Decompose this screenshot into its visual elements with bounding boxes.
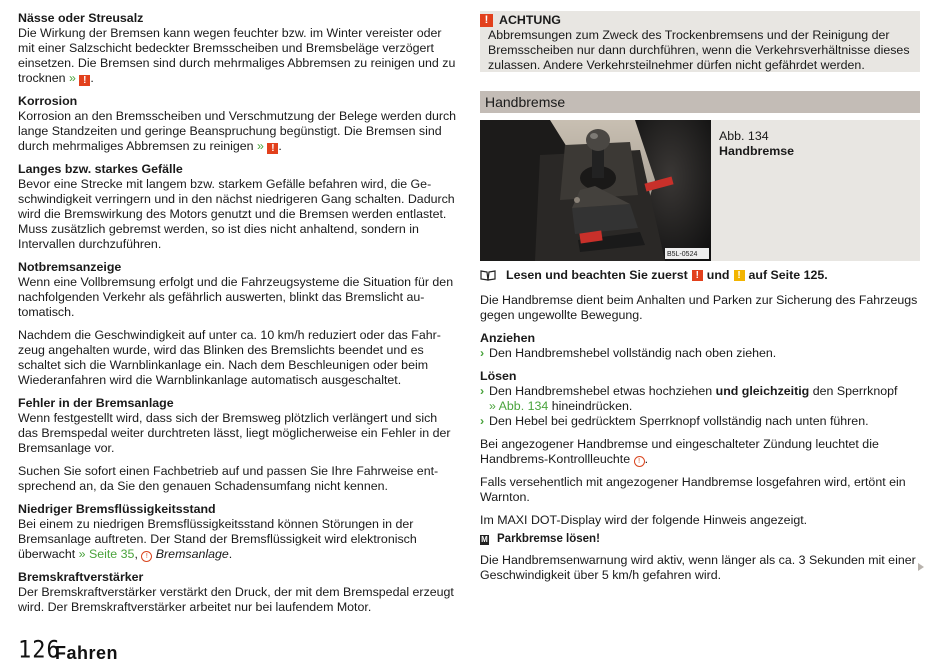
right-column <box>480 11 920 591</box>
handbrake-photo <box>480 120 711 261</box>
warning-icon: ! <box>692 270 703 281</box>
section-anziehen <box>480 331 920 361</box>
warning-icon: ! <box>267 143 278 154</box>
warning-icon: ! <box>480 14 493 27</box>
figure-number: Abb. 134 <box>719 129 769 143</box>
figure-code: B5L-0524 <box>667 251 698 258</box>
intro-text: Die Handbremse dient beim Anhalten und Parken zur Sicherung des Fahrzeugs gegen ungewollte Bewegung. <box>480 293 918 322</box>
section-notbremsanzeige <box>18 260 458 388</box>
figure-caption <box>711 120 920 261</box>
chevron-right-icon: › <box>480 346 485 360</box>
read-note-suffix: auf Seite 125. <box>748 268 828 282</box>
section-text: Bevor eine Strecke mit langem bzw. starkem Gefälle befahren wird, die Geschwindigkeit verringern und in den nächst niedrigeren Gang schalten. Dadurch wird die Bremswirkung des Motors genutzt und die Bremsen werden entlastet. Muss zusätzlich gebremst werden, so ist dies nicht anhaltend, sondern in Intervallen durchzuführen. <box>18 177 455 251</box>
chevron-right-icon: › <box>480 414 485 428</box>
page-number: 126 <box>18 636 61 665</box>
section-text: Wenn eine Vollbremsung erfolgt und die Fahrzeugsysteme die Situation für den nachfolgenden Verkehr als gefährlich auswerten, blinkt das Bremslicht automatisch. <box>18 275 454 319</box>
book-icon <box>480 270 496 281</box>
section-fehler <box>18 396 458 494</box>
section-heading: Niedriger Bremsflüssigkeitsstand <box>18 502 216 516</box>
display-icon: M <box>481 534 488 544</box>
read-note <box>480 268 920 283</box>
section-heading: Bremskraftverstärker <box>18 570 144 584</box>
step-item: › Den Handbremshebel vollständig nach oben ziehen. <box>480 346 777 360</box>
display-message: M Parkbremse lösen! <box>481 533 600 545</box>
warning-title <box>480 13 912 28</box>
section-text: Korrosion an den Bremsscheiben und Verschmutzung der Belege werden durch lange Standzeiten und geringe Beanspruchung begünstigt. Die Bremsen sind durch mehrmaliges Abbremsen zu reinigen » ! . <box>18 109 457 154</box>
figure-title: Handbremse <box>719 144 795 158</box>
brake-warning-lamp-icon: ! <box>141 551 152 562</box>
section-text-2: Nachdem die Geschwindigkeit auf unter ca. 10 km/h reduziert oder das Fahrzeug angehalten wurde, wird das Blinken des Bremslichts beendet und es schaltet sich die Warnblinkanlage ein. Nach dem Beschleunigen oder beim Wiederanfahren wird die Warnblinkanlage automatisch ausgeschaltet. <box>18 328 441 387</box>
step-item: › Den Handbremshebel etwas hochziehen und gleichzeitig den Sperrknopf » Abb. 134 hineindrücken. <box>480 384 898 413</box>
continue-arrow-icon <box>918 563 924 571</box>
section-heading: Notbremsanzeige <box>18 260 122 274</box>
read-note-prefix: Lesen und beachten Sie zuerst <box>506 268 688 282</box>
warning-title-text: ACHTUNG <box>499 13 561 27</box>
paragraph-display: Im MAXI DOT-Display wird der folgende Hinweis angezeigt. <box>480 513 808 527</box>
section-bremskraftverstaerker <box>18 570 458 615</box>
section-naesse <box>18 11 458 86</box>
handbrake-lamp-icon: ! <box>634 456 645 467</box>
ref-link[interactable]: » <box>68 71 76 85</box>
section-text: Die Wirkung der Bremsen kann wegen feuchter bzw. im Winter vereister oder mit einer Salzschicht bedeckter Bremsscheiben und Bremsbeläge verzögert einsetzen. Die Bremsen sind durch mehrmaliges Abbremsen zu reinigen und zu trocknen » ! . <box>18 26 456 86</box>
read-note-and: und <box>706 268 730 282</box>
warning-text: Abbremsungen zum Zweck des Trockenbremsens und der Reinigung der Bremsscheiben nur dann durchführen, wenn die Verkehrsverhältnisse dieses zulassen. Andere Verkehrsteilnehmer dürfen nicht gefährdet werden. <box>488 28 910 72</box>
section-text: Der Bremskraftverstärker verstärkt den Druck, der mit dem Bremspedal erzeugt wird. Der Bremskraftverstärker arbeitet nur bei laufendem Motor. <box>18 585 454 614</box>
section-bremsfluessigkeit <box>18 502 458 562</box>
note-icon: ! <box>734 270 745 281</box>
left-column <box>18 11 458 623</box>
warning-icon: ! <box>79 75 90 86</box>
section-heading: Fehler in der Bremsanlage <box>18 396 174 410</box>
section-gefaelle <box>18 162 458 252</box>
lamp-label: Bremsanlage <box>155 547 229 561</box>
figure-link[interactable]: » Abb. 134 <box>489 399 549 413</box>
section-heading: Korrosion <box>18 94 78 108</box>
section-loesen <box>480 369 920 429</box>
paragraph-lamp: Bei angezogener Handbremse und eingeschalteter Zündung leuchtet die Handbrems-Kontrollleuchte ! . <box>480 437 879 466</box>
paragraph-warnton: Falls versehentlich mit angezogener Handbremse losgefahren wird, ertönt ein Warnton. <box>480 475 906 504</box>
section-korrosion <box>18 94 458 154</box>
page-link[interactable]: » Seite 35 <box>78 547 135 561</box>
section-text: Bei einem zu niedrigen Bremsflüssigkeitsstand können Störungen in der Bremsanlage auftreten. Der Stand der Bremsflüssigkeit wird elektronisch überwacht » Seite 35, ! Bremsanlage. <box>18 517 417 561</box>
ref-link[interactable]: » <box>257 139 264 153</box>
section-heading: Nässe oder Streusalz <box>18 11 144 25</box>
section-heading: Langes bzw. starkes Gefälle <box>18 162 183 176</box>
section-heading: Anziehen <box>480 331 536 345</box>
section-text: Wenn festgestellt wird, dass sich der Bremsweg plötzlich verlängert und sich das Bremspedal weiter durchtreten lässt, liegt möglicherweise ein Fehler in der Bremsanlage vor. <box>18 411 451 455</box>
section-title: Handbremse <box>480 91 920 113</box>
section-heading: Lösen <box>480 369 517 383</box>
chapter-title: Fahren <box>55 643 119 663</box>
chevron-right-icon: › <box>480 384 485 398</box>
figure <box>480 120 920 261</box>
paragraph-activation: Die Handbremsenwarnung wird aktiv, wenn länger als ca. 3 Sekunden mit einer Geschwindigkeit über 5 km/h gefahren wird. <box>480 553 916 582</box>
step-item: › Den Hebel bei gedrücktem Sperrknopf vollständig nach unten führen. <box>480 414 869 428</box>
warning-box <box>480 11 920 72</box>
section-text-2: Suchen Sie sofort einen Fachbetrieb auf und passen Sie Ihre Fahrweise entsprechend an, da Sie den genauen Schadensumfang nicht kennen. <box>18 464 439 493</box>
